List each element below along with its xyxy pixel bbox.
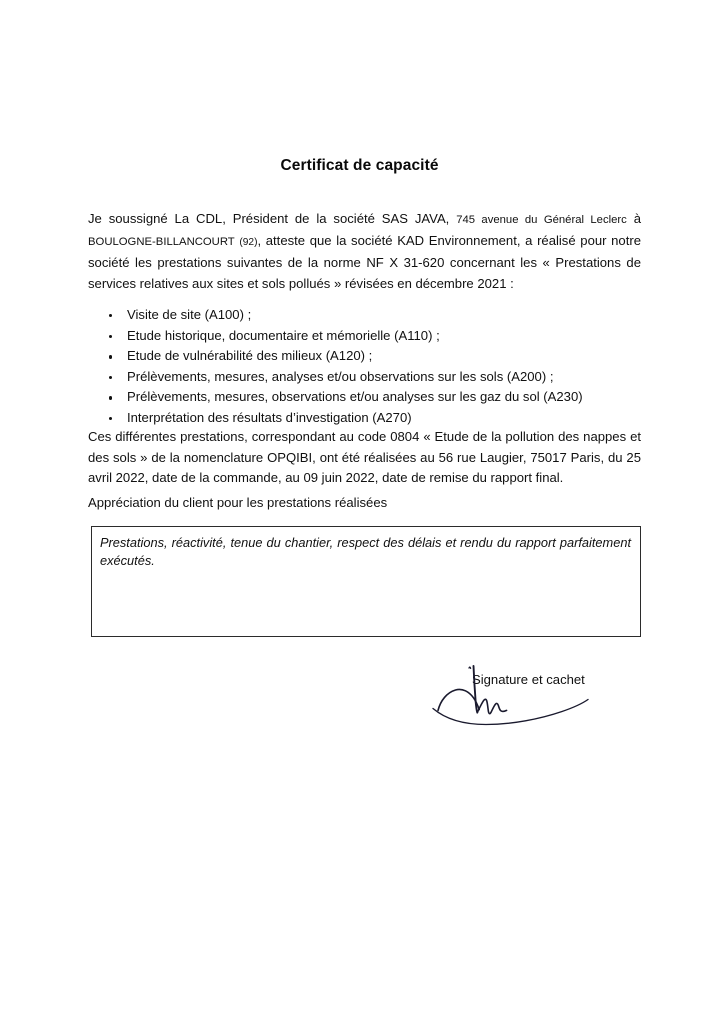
page-title: Certificat de capacité: [280, 157, 439, 175]
company-street-address: 745 avenue du Général Leclerc: [456, 214, 627, 226]
appreciation-comment-box: [91, 526, 641, 637]
closing-paragraph-block: [88, 427, 641, 489]
intro-paragraph-block: [88, 209, 641, 295]
appreciation-comment-text: Prestations, réactivité, tenue du chantier, respect des délais et rendu du rapport parfaitement exécutés.: [100, 535, 631, 569]
company-city: BOULOGNE-BILLANCOURT: [88, 235, 235, 248]
intro-text-part1: Je soussigné La CDL, Président de la société SAS JAVA,: [88, 211, 450, 226]
company-postal-code: (92): [239, 236, 258, 248]
services-list: [88, 305, 641, 429]
signature-label: Signature et cachet: [472, 672, 585, 687]
intro-paragraph: [88, 209, 641, 295]
closing-paragraph: Ces différentes prestations, correspondant au code 0804 « Etude de la pollution des nappes et des sols » de la nomenclature OPQIBI, ont été réalisées au 56 rue Laugier, 75017 Paris, du 25 avril 2022, date de la commande, au 09 juin 2022, date de remise du rapport final.: [88, 429, 641, 486]
list-item: Prélèvements, mesures, observations et/ou analyses sur les gaz du sol (A230): [88, 387, 641, 408]
signature-area: [428, 655, 668, 745]
handwritten-signature-icon: [428, 655, 668, 745]
intro-text-part2: à: [633, 211, 641, 226]
list-item: Etude historique, documentaire et mémorielle (A110) ;: [88, 326, 641, 347]
list-item: Prélèvements, mesures, analyses et/ou observations sur les sols (A200) ;: [88, 367, 641, 388]
appreciation-label: Appréciation du client pour les prestations réalisées: [88, 495, 388, 510]
list-item: Visite de site (A100) ;: [88, 305, 641, 326]
intro-text-part3: , atteste que la société KAD Environnement, a réalisé pour notre société les prestations suivantes de la norme NF X 31-620 concernant les « Prestations de services relatives aux sites et sols pollués » révisées en décembre 2021 :: [88, 232, 641, 292]
list-item: Interprétation des résultats d’investigation (A270): [88, 408, 641, 429]
list-item: Etude de vulnérabilité des milieux (A120) ;: [88, 346, 641, 367]
